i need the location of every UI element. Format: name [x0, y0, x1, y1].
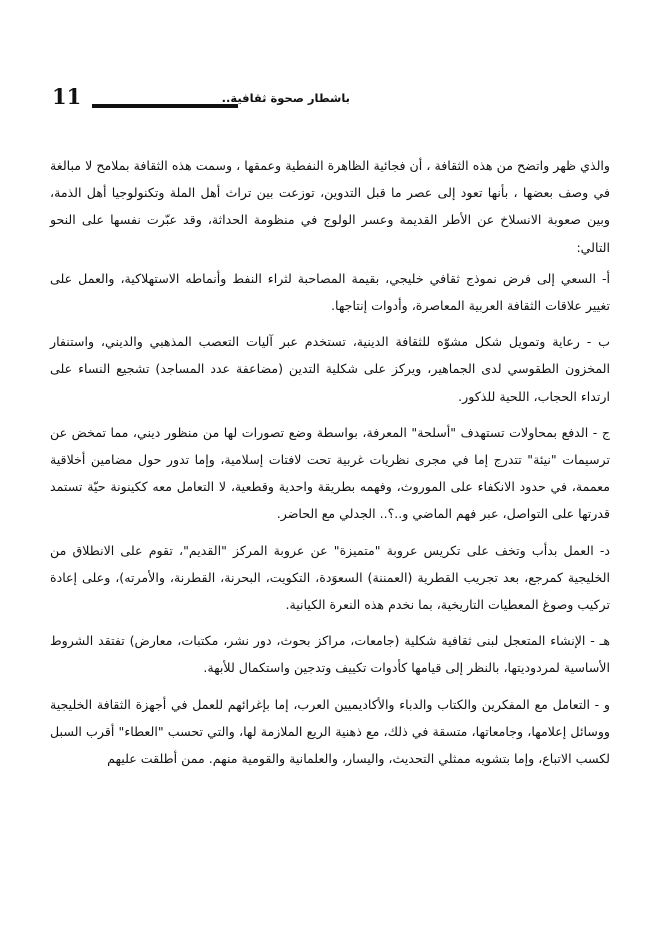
- running-title: باشطار صحوة ثقافية..: [221, 91, 350, 105]
- list-item-ha: هـ - الإنشاء المتعجل لبنى ثقافية شكلية (جامعات، مراكز بحوث، دور نشر، مكتبات، معارض) تفتقد الشروط الأساسية لمردوديتها، بالنظر إلى قيامها كأدوات تكييف وتدجين واستكمال للأبهة.: [50, 633, 610, 676]
- list-item-ba: ب - رعاية وتمويل شكل مشوّه للثقافة الدينية، تستخدم عبر آليات التعصب المذهبي والديني، واستنفار المخزون الطقوسي لدى الجماهير، ويركز على شكلية التدين (مضاعفة عدد المساجد) تشجيع النساء على ارتداء الحجاب، اللحية للذكور.: [50, 334, 610, 404]
- list-item-waw: و - التعامل مع المفكرين والكتاب والدباء والأكاديميين العرب، إما بإغرائهم للعمل في أجهزة الثقافة الخليجية ووسائل إعلامها، وجامعاتها، متسقة في ذلك، مع ذهنية الريع الملازمة لها، والتي تحسب "العطاء" أقرب السبل لكسب الاتباع، وإما بتشويه ممثلي التحديث، واليسار، والعلمانية والقومية منهم. ممن أطلقت عليهم: [50, 696, 610, 767]
- list-item-dal: د- العمل بدأب وتخف على تكريس عروبة "متميزة" عن عروبة المركز "القديم"، تقوم على الانطلاق من الخليجية كمرجع، بعد تجريب القطرية (العمننة) السعوَدة، التكويت، البحرنة، القطرنة، والأمرته)، وعلى إعادة تركيب وصوغ المعطيات التاريخية، بما نخدم هذه النعرة الكيانية.: [50, 542, 610, 613]
- intro-paragraph: والذي ظهر واتضح من هذه الثقافة ، أن فجائية الظاهرة النفطية وعمقها ، وسمت هذه الثقافة بملامح لا مبالغة في وصف بعضها ، بأنها تعود إلى عصر ما قبل التدوين، توزعت بين تراث أهل الملة وتكنولوجيا أهل الذمة، وبين صعوبة الانسلاخ عن الأطر القديمة وعسر الولوج في منظومة الحداثة، وقد عبّرت نفسها على النحو التالي:: [50, 158, 610, 255]
- page-number: 11: [52, 84, 82, 109]
- list-item-jim: ج - الدفع بمحاولات تستهدف "أسلحة" المعرفة، بواسطة وضع تصورات لها من منظور ديني، مما تمخض عن ترسيمات "نيئة" تتدرج إما في مجرى نظريات غربية تحت لافتات إسلامية، وإما تدور حول مضامين أخلاقية معممة، في حدود الانكفاء على الموروث، وفهمه بطريقة واحدية وقطعية، لا التعامل معه ككينونة حيّة تستمد قدرتها على التواصل، عبر فهم الماضي و..؟.. الجدلي مع الحاضر.: [50, 424, 610, 522]
- list-item-alef: أ- السعي إلى فرض نموذج ثقافي خليجي، بقيمة المصاحبة لثراء النفط وأنماطه الاستهلاكية، والعمل على تغيير علاقات الثقافة العربية المعاصرة، وأدوات إنتاجها.: [50, 270, 610, 314]
- body-text: [50, 152, 610, 781]
- header-rule: [92, 104, 238, 108]
